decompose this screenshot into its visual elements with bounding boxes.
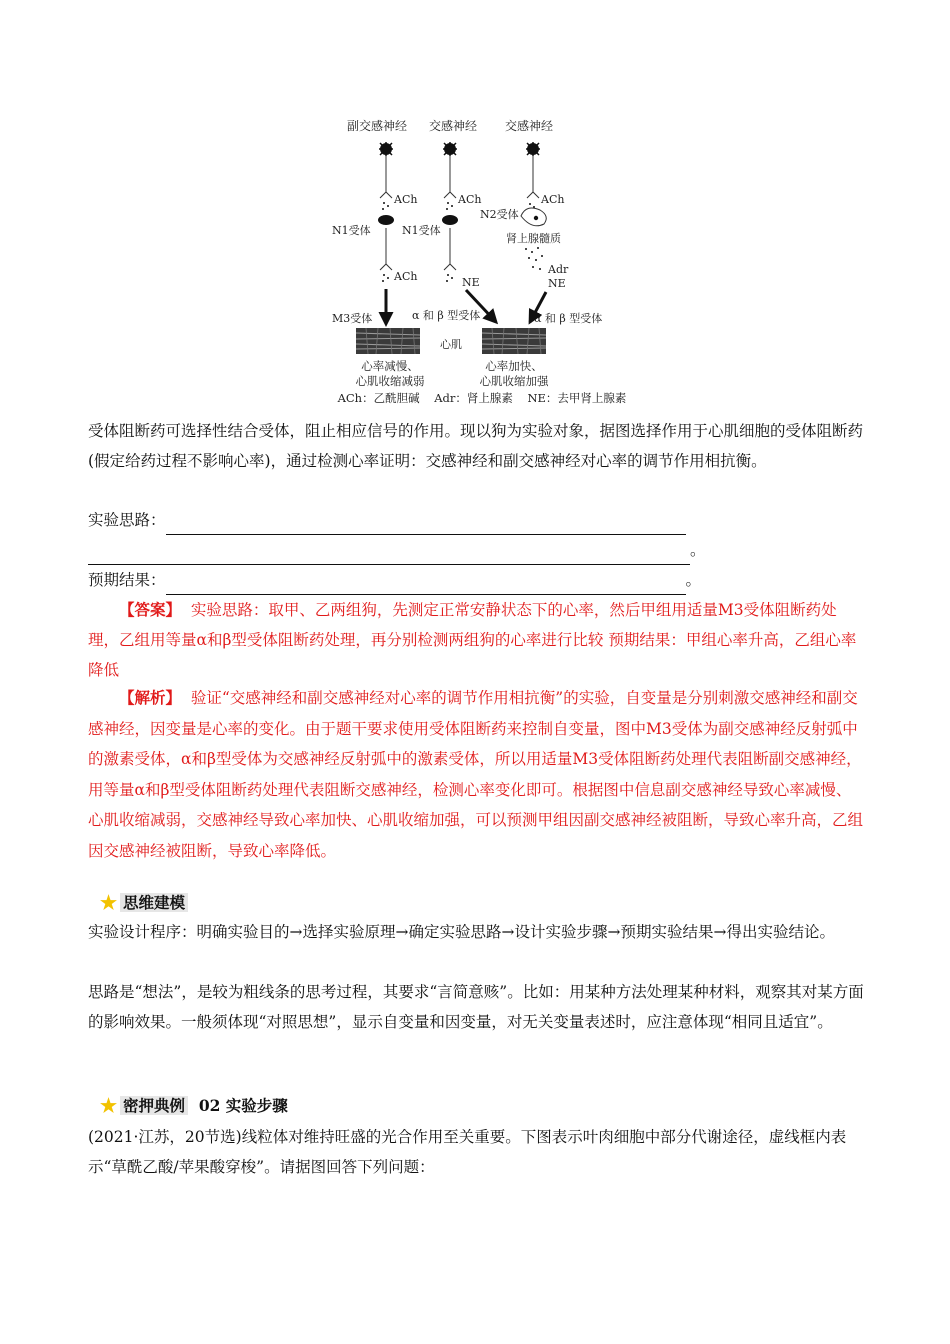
label-ne-2: NE [548,277,566,290]
answer-text: 实验思路：取甲、乙两组狗，先测定正常安静状态下的心率，然后甲组用适量M3受体阻断药处理，乙组用等量α和β型受体阻断药处理，再分别检测两组狗的心率进行比较 预期结果：甲组心率升高，乙组心率降低 [88,601,857,679]
model-paragraph-1: 实验设计程序：明确实验目的→选择实验原理→确定实验思路→设计实验步骤→预期实验结果→得出实验结论。 [88,923,835,941]
answer-block [88,595,866,685]
idea-line-2 [88,535,866,565]
label-n2-receptor: N2受体 [480,208,519,221]
label-heart-muscle: 心肌 [440,338,462,351]
right-effect-1: 心率加快、 [485,359,543,373]
right-effect-2: 心肌收缩加强 [479,374,549,388]
result-blank[interactable] [166,574,686,595]
label-ach-1: ACh [394,193,418,206]
result-line [88,565,866,595]
label-sympathetic-1: 交感神经 [428,119,478,133]
figure-legend: ACh：乙酰胆碱 Adr：肾上腺素 NE：去甲肾上腺素 [337,391,627,405]
label-n1-receptor-1: N1受体 [332,224,371,237]
example-number: 02 实验步骤 [198,1096,288,1115]
label-ab-receptor-1: α 和 β 型受体 [412,309,481,322]
adrenal-cell [521,208,546,226]
label-adrenal-medulla: 肾上腺髓质 [506,232,561,245]
idea-label: 实验思路： [88,511,166,529]
n1-receptor-1 [378,215,394,225]
nerve-regulation-figure [318,112,648,412]
result-label: 预期结果： [88,571,166,589]
star-icon: ★ [100,1095,118,1117]
model-title: 思维建模 [120,893,188,912]
label-sympathetic-2: 交感神经 [504,119,554,133]
left-effect-2: 心肌收缩减弱 [355,374,425,388]
label-n1-receptor-2: N1受体 [402,224,441,237]
label-parasympathetic: 副交感神经 [346,119,408,133]
figure-svg [318,112,648,412]
left-effect-1: 心率减慢、 [361,359,419,373]
label-ab-receptor-2: α 和 β 型受体 [534,312,603,325]
label-ach-2: ACh [458,193,482,206]
idea-line [88,505,866,535]
analysis-text: 验证“交感神经和副交感神经对心率的调节作用相抗衡”的实验，自变量是分别刺激交感神经和副交感神经，因变量是心率的变化。由于题干要求使用受体阻断药来控制自变量，图中M3受体为副交感神经反射弧中的激素受体，α和β型受体为交感神经反射弧中的激素受体，所以用适量M3受体阻断药处理代表阻断副交感神经，用等量α和β型受体阻断药处理代表阻断交感神经，检测心率变化即可。根据图中信息副交感神经导致心率减慢、心肌收缩减弱，交感神经导致心率加快、心肌收缩加强，可以预测甲组因副交感神经被阻断，导致心率升高，乙组因交感神经被阻断，导致心率降低。 [88,689,864,860]
question-text: 受体阻断药可选择性结合受体，阻止相应信号的作用。现以狗为实验对象，据图选择作用于心肌细胞的受体阻断药(假定给药过程不影响心率)，通过检测心率证明：交感神经和副交感神经对心率的调节作用相抗衡。 [88,422,864,470]
label-ach-3: ACh [541,193,565,206]
star-icon: ★ [100,892,118,914]
idea-blank-1[interactable] [166,514,686,535]
heart-muscle-left [356,328,420,354]
idea-period: 。 [690,541,706,559]
label-m3-receptor: M3受体 [332,312,373,325]
n1-receptor-2 [442,215,458,225]
label-ne-1: NE [462,276,480,289]
result-period: 。 [685,571,702,589]
neuron-body-2 [443,142,457,156]
answer-tag: 【答案】 [119,600,182,619]
model-heading [100,891,188,915]
analysis-block [88,683,866,866]
idea-blank-2[interactable] [88,544,690,565]
neuron-body-1 [379,142,393,156]
label-adr: Adr [548,263,569,276]
example-heading [100,1094,288,1118]
model-paragraph-2: 思路是“想法”，是较为粗线条的思考过程，其要求“言简意赅”。比如：用某种方法处理某种材料，观察其对某方面的影响效果。一般须体现“对照思想”，显示自变量和因变量，对无关变量表述时，应注意体现“相同且适宜”。 [88,983,864,1031]
example-text: (2021·江苏，20节选)线粒体对维持旺盛的光合作用至关重要。下图表示叶肉细胞中部分代谢途径，虚线框内表示“草酰乙酸/苹果酸穿梭”。请据图回答下列问题： [88,1128,847,1176]
heart-muscle-right [482,328,546,354]
neuron-body-3 [526,142,540,156]
analysis-tag: 【解析】 [119,688,182,707]
example-title: 密押典例 [120,1096,188,1115]
label-ach-4: ACh [394,270,418,283]
